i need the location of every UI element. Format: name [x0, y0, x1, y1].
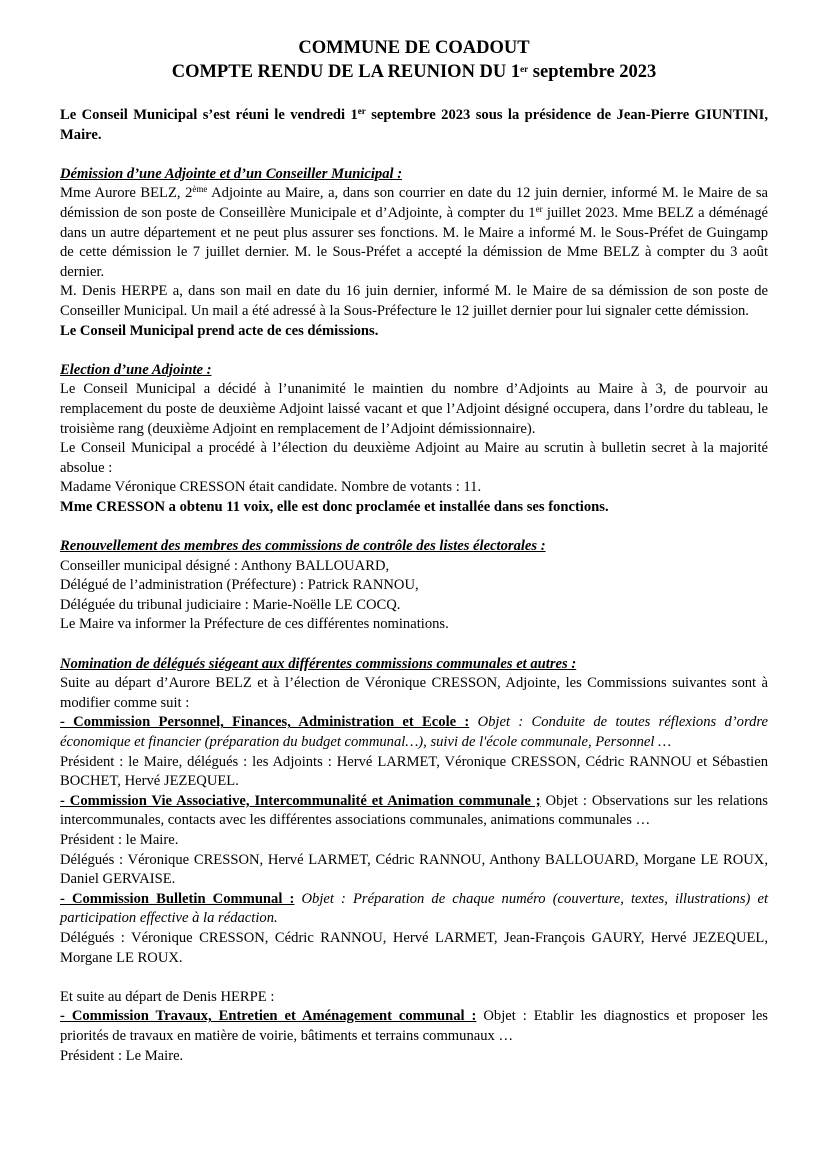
- meeting-title: COMPTE RENDU DE LA REUNION DU 1er septembre 2023: [171, 62, 657, 82]
- section-title-demission: Démission d’une Adjointe et d’un Conseiller Municipal :: [60, 165, 403, 182]
- commission-vie-associative: [60, 792, 768, 831]
- commission-vie-associative-members: Délégués : Véronique CRESSON, Hervé LARMET, Cédric RANNOU, Anthony BALLOUARD, Morgane LE ROUX, Daniel GERVAISE.: [60, 851, 768, 888]
- commission-bulletin-title: - Commission Bulletin Communal :: [60, 890, 295, 907]
- commission-personnel-members: Président : le Maire, délégués : les Adjoints : Hervé LARMET, Véronique CRESSON, Cédric RANNOU et Sébastien BOCHET, Hervé JEZEQUEL.: [60, 753, 768, 790]
- document-page: [60, 36, 768, 1066]
- commission-personnel: [60, 713, 768, 752]
- commission-travaux-title: - Commission Travaux, Entretien et Aménagement communal :: [60, 1008, 477, 1025]
- listes-line: Délégué de l’administration (Préfecture) : Patrick RANNOU,: [60, 577, 419, 594]
- commission-travaux: [60, 1007, 768, 1046]
- section-title-election: Election d’une Adjointe :: [60, 361, 212, 378]
- commission-vie-associative-objet: Objet : Observations sur les relations intercommunales, contacts avec les différentes associations communales, animations communales …: [60, 792, 768, 829]
- election-paragraph-3: Madame Véronique CRESSON était candidate. Nombre de votants : 11.: [60, 479, 482, 496]
- nomination-intro: Suite au départ d’Aurore BELZ et à l’élection de Véronique CRESSON, Adjointe, les Commissions suivantes sont à modifier comme suit :: [60, 675, 768, 711]
- intro-paragraph: Le Conseil Municipal s’est réuni le vendredi 1er septembre 2023 sous la présidence de Jean-Pierre GIUNTINI, Maire.: [60, 106, 768, 143]
- section-title-listes-electorales: Renouvellement des membres des commissions de contrôle des listes électorales :: [60, 538, 546, 555]
- commission-travaux-objet: Objet : Etablir les diagnostics et proposer les priorités de travaux en matière de voirie, bâtiments et terrains communaux …: [60, 1008, 768, 1044]
- listes-line: Déléguée du tribunal judiciaire : Marie-Noëlle LE COCQ.: [60, 596, 401, 613]
- commission-vie-associative-title: - Commission Vie Associative, Intercommunalité et Animation communale ;: [60, 792, 541, 809]
- listes-line: Conseiller municipal désigné : Anthony BALLOUARD,: [60, 557, 390, 574]
- section-title-nomination: Nomination de délégués siégeant aux différentes commissions communales et autres :: [60, 655, 577, 672]
- listes-line: Le Maire va informer la Préfecture de ces différentes nominations.: [60, 616, 449, 633]
- commission-bulletin: [60, 890, 768, 929]
- document-title: [60, 36, 768, 84]
- commission-bulletin-objet: Objet : Préparation de chaque numéro (couverture, textes, illustrations) et participation effective à la rédaction.: [60, 890, 768, 927]
- commission-travaux-president: Président : Le Maire.: [60, 1047, 184, 1064]
- demission-conclusion: Le Conseil Municipal prend acte de ces démissions.: [60, 322, 379, 339]
- election-paragraph-1: Le Conseil Municipal a décidé à l’unanimité le maintien du nombre d’Adjoints au Maire à 3, de pourvoir au remplacement du poste de deuxième Adjoint laissé vacant et que l’Adjoint désigné occupera, dans l’ordre du tableau, le troisième rang (deuxième Adjoint en remplacement de l’Adjoint démissionnaire).: [60, 381, 768, 437]
- commission-bulletin-members: Délégués : Véronique CRESSON, Cédric RANNOU, Hervé LARMET, Jean-François GAURY, Hervé JEZEQUEL, Morgane LE ROUX.: [60, 929, 768, 966]
- election-paragraph-2: Le Conseil Municipal a procédé à l’élection du deuxième Adjoint au Maire au scrutin à bulletin secret à la majorité absolue :: [60, 440, 768, 476]
- demission-belz-paragraph: Mme Aurore BELZ, 2ème Adjointe au Maire, a, dans son courrier en date du 12 juin dernier, informé M. le Maire de sa démission de son poste de Conseillère Municipale et d’Adjointe, à compter du 1er juillet 2023. Mme BELZ a déménagé dans un autre département et ne peut plus assurer ses fonctions. M. le Maire a informé M. le Sous-Préfet de Guingamp de cette démission le 7 juillet dernier. M. le Sous-Préfet a accepté la démission de Mme BELZ à compter du 3 août dernier.: [60, 184, 768, 280]
- election-conclusion: Mme CRESSON a obtenu 11 voix, elle est donc proclamée et installée dans ses fonctions.: [60, 498, 609, 515]
- demission-herpe-paragraph: M. Denis HERPE a, dans son mail en date du 16 juin dernier, informé M. le Maire de sa démission de son poste de Conseiller Municipal. Un mail a été adressé à la Sous-Préfecture le 12 juillet dernier pour lui signaler cette démission.: [60, 283, 768, 319]
- herpe-departure-line: Et suite au départ de Denis HERPE :: [60, 988, 275, 1005]
- commune-name: COMMUNE DE COADOUT: [298, 38, 530, 58]
- commission-personnel-title: - Commission Personnel, Finances, Administration et Ecole :: [60, 714, 470, 731]
- commission-vie-associative-president: Président : le Maire.: [60, 831, 179, 848]
- commission-personnel-objet: Objet : Conduite de toutes réflexions d’ordre économique et financier (préparation du budget communal…), suivi de l'école communale, Personnel …: [60, 714, 768, 750]
